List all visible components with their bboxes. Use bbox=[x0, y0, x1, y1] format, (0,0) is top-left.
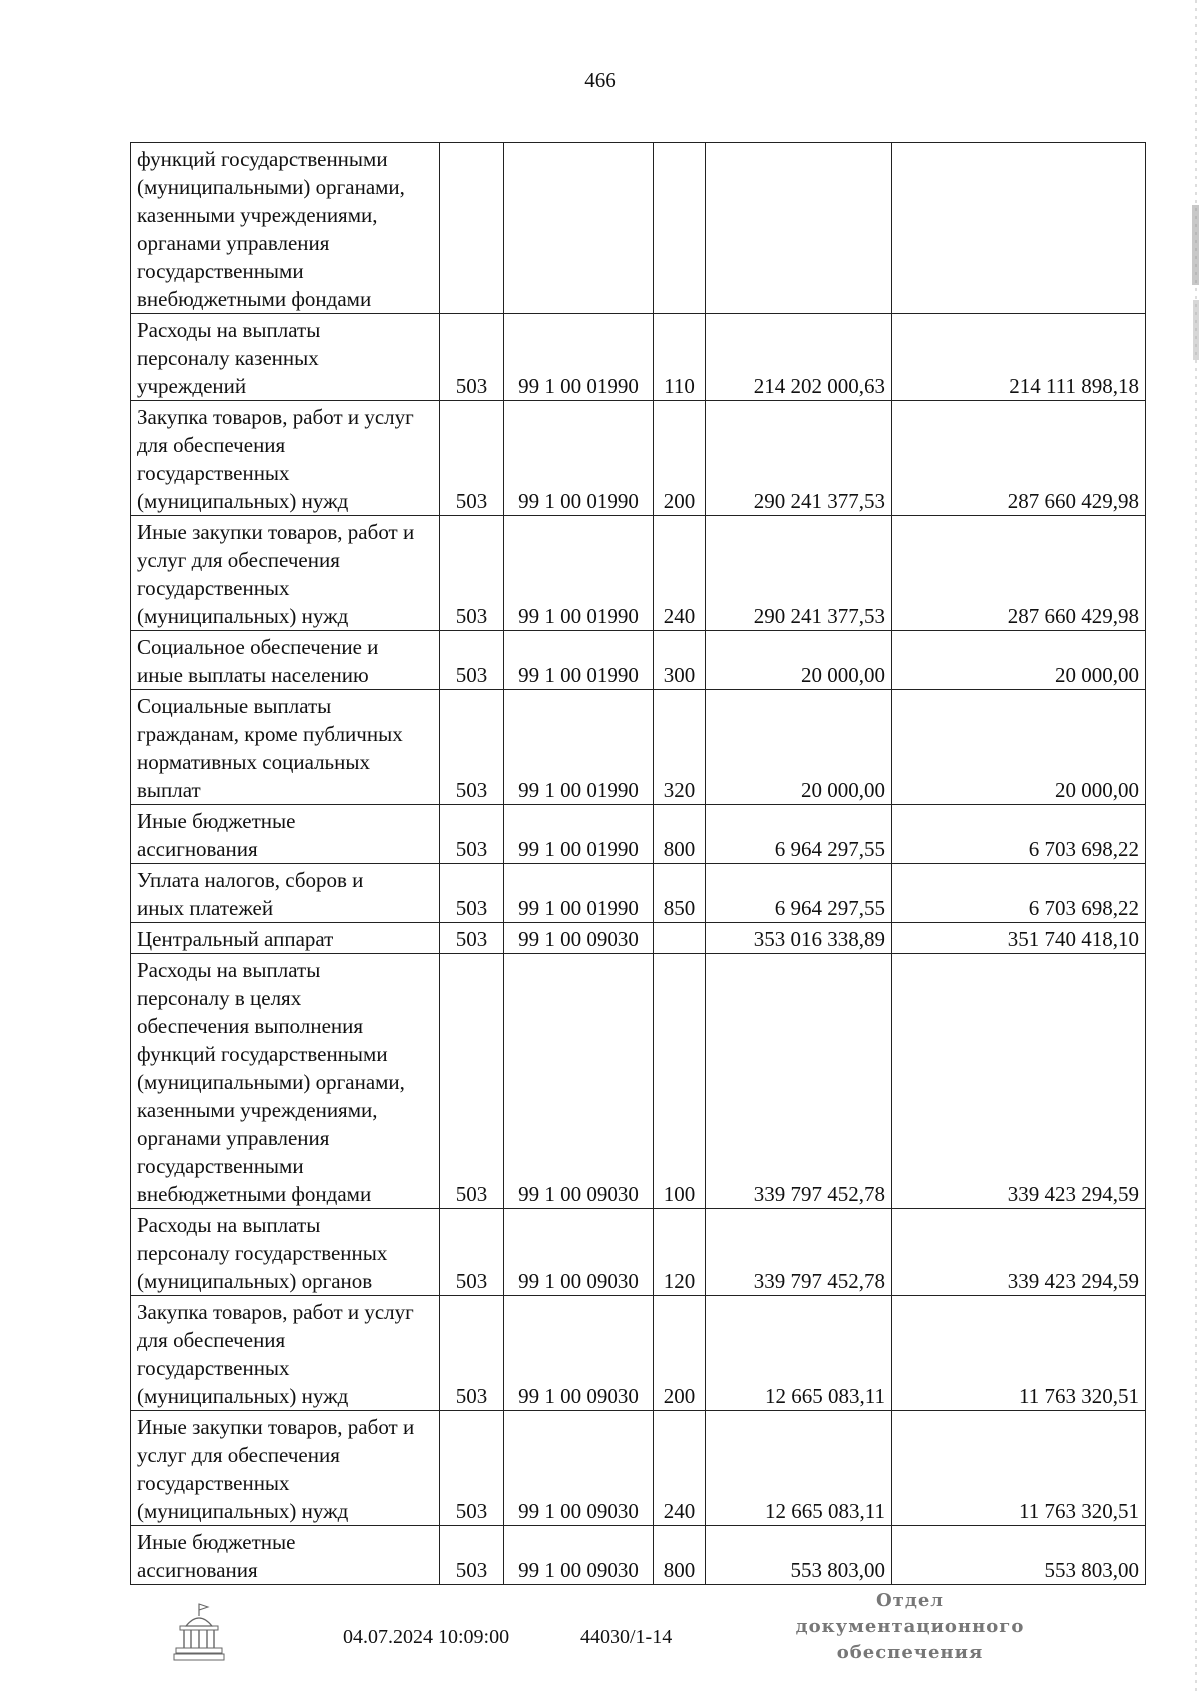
row-sum-2: 287 660 429,98 bbox=[892, 516, 1146, 631]
row-vsr-code bbox=[440, 143, 504, 314]
row-name-text: Центральный аппарат bbox=[137, 927, 334, 951]
row-vsr-code: 503 bbox=[440, 1526, 504, 1585]
row-vr-code: 800 bbox=[654, 1526, 706, 1585]
row-vr-code: 200 bbox=[654, 401, 706, 516]
row-sum-2: 339 423 294,59 bbox=[892, 954, 1146, 1209]
row-vsr-code: 503 bbox=[440, 864, 504, 923]
row-sum-1: 353 016 338,89 bbox=[706, 923, 892, 954]
row-csr-code: 99 1 00 01990 bbox=[504, 864, 654, 923]
row-name-text: функций государственными (муниципальными) органами, казенными учреждениями, органами управления государственными внебюджетными фондами bbox=[137, 147, 405, 311]
row-name-text: Закупка товаров, работ и услуг для обеспечения государственных (муниципальных) нужд bbox=[137, 405, 414, 513]
row-sum-2: 287 660 429,98 bbox=[892, 401, 1146, 516]
row-name bbox=[131, 1296, 440, 1411]
row-sum-1: 553 803,00 bbox=[706, 1526, 892, 1585]
table-row bbox=[131, 864, 1146, 923]
row-name-text: Закупка товаров, работ и услуг для обеспечения государственных (муниципальных) нужд bbox=[137, 1300, 414, 1408]
row-name bbox=[131, 1411, 440, 1526]
row-vr-code: 850 bbox=[654, 864, 706, 923]
row-sum-1: 339 797 452,78 bbox=[706, 954, 892, 1209]
row-name bbox=[131, 864, 440, 923]
row-vsr-code: 503 bbox=[440, 401, 504, 516]
table-row bbox=[131, 1526, 1146, 1585]
row-sum-1 bbox=[706, 143, 892, 314]
row-name-text: Расходы на выплаты персоналу в целях обеспечения выполнения функций государственными (муниципальными) органами, казенными учреждениями, органами управления государственными внебюджетными фондами bbox=[137, 958, 405, 1206]
row-vr-code: 240 bbox=[654, 516, 706, 631]
row-vr-code bbox=[654, 143, 706, 314]
row-vsr-code: 503 bbox=[440, 954, 504, 1209]
row-vsr-code: 503 bbox=[440, 1296, 504, 1411]
table-row bbox=[131, 401, 1146, 516]
row-name bbox=[131, 1209, 440, 1296]
row-sum-1: 290 241 377,53 bbox=[706, 401, 892, 516]
row-sum-1: 214 202 000,63 bbox=[706, 314, 892, 401]
row-vr-code: 300 bbox=[654, 631, 706, 690]
budget-table-body bbox=[131, 143, 1146, 1585]
row-csr-code: 99 1 00 09030 bbox=[504, 1526, 654, 1585]
table-row bbox=[131, 954, 1146, 1209]
row-vsr-code: 503 bbox=[440, 516, 504, 631]
row-sum-2: 20 000,00 bbox=[892, 631, 1146, 690]
row-sum-1: 6 964 297,55 bbox=[706, 805, 892, 864]
row-sum-1: 20 000,00 bbox=[706, 631, 892, 690]
row-vr-code: 200 bbox=[654, 1296, 706, 1411]
row-sum-1: 12 665 083,11 bbox=[706, 1296, 892, 1411]
row-sum-1: 12 665 083,11 bbox=[706, 1411, 892, 1526]
row-name bbox=[131, 1526, 440, 1585]
table-row bbox=[131, 143, 1146, 314]
stamp-line-2: обеспечения bbox=[836, 1642, 984, 1663]
table-row bbox=[131, 1296, 1146, 1411]
row-vr-code: 100 bbox=[654, 954, 706, 1209]
row-name-text: Социальное обеспечение и иные выплаты населению bbox=[137, 635, 379, 687]
row-sum-1: 339 797 452,78 bbox=[706, 1209, 892, 1296]
row-vr-code: 320 bbox=[654, 690, 706, 805]
row-csr-code: 99 1 00 01990 bbox=[504, 314, 654, 401]
row-csr-code: 99 1 00 09030 bbox=[504, 1296, 654, 1411]
row-sum-2: 351 740 418,10 bbox=[892, 923, 1146, 954]
table-row bbox=[131, 516, 1146, 631]
row-vsr-code: 503 bbox=[440, 923, 504, 954]
row-name bbox=[131, 690, 440, 805]
table-row bbox=[131, 314, 1146, 401]
row-sum-2: 339 423 294,59 bbox=[892, 1209, 1146, 1296]
row-vsr-code: 503 bbox=[440, 1411, 504, 1526]
stamp-line-1: Отдел документационного bbox=[795, 1590, 1025, 1637]
row-csr-code: 99 1 00 01990 bbox=[504, 690, 654, 805]
row-csr-code: 99 1 00 09030 bbox=[504, 1411, 654, 1526]
row-name bbox=[131, 631, 440, 690]
row-csr-code: 99 1 00 01990 bbox=[504, 805, 654, 864]
table-row bbox=[131, 690, 1146, 805]
row-csr-code: 99 1 00 09030 bbox=[504, 1209, 654, 1296]
row-name-text: Иные закупки товаров, работ и услуг для обеспечения государственных (муниципальных) нужд bbox=[137, 520, 415, 628]
row-sum-2: 553 803,00 bbox=[892, 1526, 1146, 1585]
table-row bbox=[131, 805, 1146, 864]
registration-datetime: 04.07.2024 10:09:00 bbox=[343, 1626, 510, 1648]
row-csr-code: 99 1 00 09030 bbox=[504, 923, 654, 954]
row-sum-1: 290 241 377,53 bbox=[706, 516, 892, 631]
row-sum-2: 11 763 320,51 bbox=[892, 1411, 1146, 1526]
row-vsr-code: 503 bbox=[440, 690, 504, 805]
row-sum-2: 20 000,00 bbox=[892, 690, 1146, 805]
row-vsr-code: 503 bbox=[440, 1209, 504, 1296]
scan-edge-artifact bbox=[1190, 0, 1200, 1695]
row-sum-1: 6 964 297,55 bbox=[706, 864, 892, 923]
row-csr-code: 99 1 00 09030 bbox=[504, 954, 654, 1209]
row-name-text: Иные закупки товаров, работ и услуг для обеспечения государственных (муниципальных) нужд bbox=[137, 1415, 415, 1523]
row-name bbox=[131, 314, 440, 401]
row-name bbox=[131, 954, 440, 1209]
table-row bbox=[131, 1209, 1146, 1296]
row-sum-1: 20 000,00 bbox=[706, 690, 892, 805]
row-name bbox=[131, 805, 440, 864]
row-vr-code: 120 bbox=[654, 1209, 706, 1296]
registration-number: 44030/1-14 bbox=[580, 1626, 673, 1648]
duma-building-icon bbox=[172, 1602, 226, 1664]
row-sum-2: 214 111 898,18 bbox=[892, 314, 1146, 401]
table-row bbox=[131, 631, 1146, 690]
row-sum-2: 6 703 698,22 bbox=[892, 864, 1146, 923]
row-name bbox=[131, 401, 440, 516]
row-name-text: Иные бюджетные ассигнования bbox=[137, 1530, 296, 1582]
row-vsr-code: 503 bbox=[440, 631, 504, 690]
row-vr-code: 240 bbox=[654, 1411, 706, 1526]
row-vr-code bbox=[654, 923, 706, 954]
row-csr-code: 99 1 00 01990 bbox=[504, 401, 654, 516]
row-name-text: Социальные выплаты гражданам, кроме публичных нормативных социальных выплат bbox=[137, 694, 403, 802]
row-sum-2: 11 763 320,51 bbox=[892, 1296, 1146, 1411]
row-name-text: Иные бюджетные ассигнования bbox=[137, 809, 296, 861]
row-vr-code: 800 bbox=[654, 805, 706, 864]
row-vsr-code: 503 bbox=[440, 805, 504, 864]
page-number: 466 bbox=[584, 68, 616, 92]
row-csr-code: 99 1 00 01990 bbox=[504, 631, 654, 690]
table-row bbox=[131, 923, 1146, 954]
row-name bbox=[131, 923, 440, 954]
table-row bbox=[131, 1411, 1146, 1526]
row-name-text: Расходы на выплаты персоналу казенных учреждений bbox=[137, 318, 321, 398]
row-csr-code: 99 1 00 01990 bbox=[504, 516, 654, 631]
budget-table bbox=[130, 142, 1146, 1585]
row-sum-2 bbox=[892, 143, 1146, 314]
row-vsr-code: 503 bbox=[440, 314, 504, 401]
row-vr-code: 110 bbox=[654, 314, 706, 401]
row-name bbox=[131, 516, 440, 631]
row-name bbox=[131, 143, 440, 314]
row-csr-code bbox=[504, 143, 654, 314]
row-name-text: Уплата налогов, сборов и иных платежей bbox=[137, 868, 364, 920]
department-stamp bbox=[760, 1588, 1060, 1666]
row-sum-2: 6 703 698,22 bbox=[892, 805, 1146, 864]
row-name-text: Расходы на выплаты персоналу государственных (муниципальных) органов bbox=[137, 1213, 388, 1293]
